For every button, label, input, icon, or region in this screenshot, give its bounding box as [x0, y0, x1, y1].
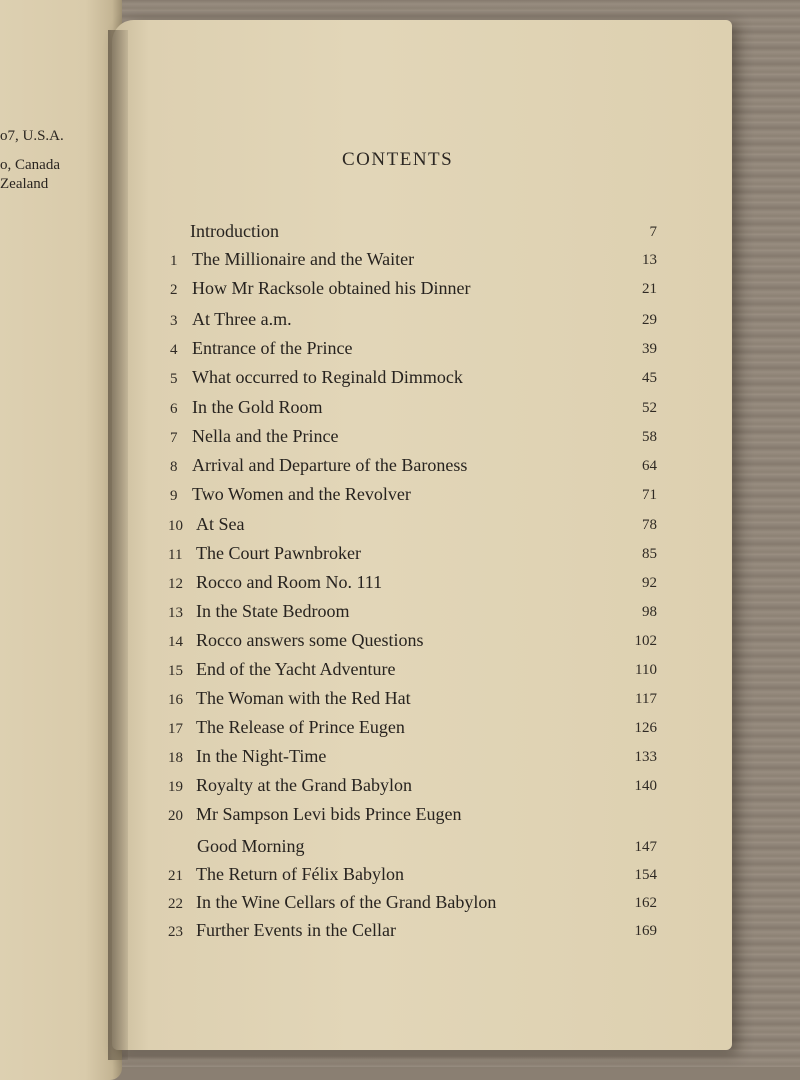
toc-entry [0, 804, 800, 830]
toc-entry-title: The Court Pawnbroker [196, 543, 361, 563]
toc-entry-number: 1 [170, 253, 178, 269]
toc-entry-page: 110 [635, 662, 657, 678]
toc-entry-page: 154 [634, 867, 657, 883]
toc-entry-page: 98 [642, 604, 657, 620]
toc-entry-title: The Millionaire and the Waiter [192, 249, 415, 269]
toc-entry-page: 39 [642, 341, 657, 357]
toc-entry-number: 13 [168, 605, 183, 621]
toc-entry-page: 147 [634, 839, 657, 855]
toc-entry-page: 58 [642, 429, 657, 445]
toc-entry-title: Introduction [190, 221, 279, 241]
toc-entry-title: What occurred to Reginald Dimmock [192, 367, 463, 387]
toc-entry-title: Further Events in the Cellar [196, 920, 396, 940]
toc-entry-page: 126 [634, 720, 657, 736]
toc-entry-title: End of the Yacht Adventure [196, 659, 396, 679]
toc-entry-title: Rocco answers some Questions [196, 630, 424, 650]
toc-entry-number: 10 [168, 518, 183, 534]
toc-entry-page: 29 [642, 312, 657, 328]
toc-entry-title: Mr Sampson Levi bids Prince Eugen [196, 804, 462, 824]
toc-entry-page: 21 [642, 281, 657, 297]
toc-entry [0, 426, 800, 452]
toc-entry-title: In the Gold Room [192, 397, 323, 417]
toc-entry [0, 775, 800, 801]
toc-entry [0, 572, 800, 598]
toc-entry [0, 221, 800, 247]
toc-entry-page: 102 [634, 633, 657, 649]
left-page-fragment-3: Zealand [0, 176, 49, 192]
toc-entry [0, 455, 800, 481]
toc-entry-number: 2 [170, 282, 178, 298]
toc-entry-number: 5 [170, 371, 178, 387]
toc-entry-number: 19 [168, 779, 183, 795]
toc-entry-title: Royalty at the Grand Babylon [196, 775, 412, 795]
toc-entry [0, 836, 800, 862]
toc-entry-page: 71 [642, 487, 657, 503]
toc-entry [0, 278, 800, 304]
toc-entry [0, 309, 800, 335]
toc-entry [0, 543, 800, 569]
toc-entry-number: 9 [170, 488, 178, 504]
toc-entry-number: 14 [168, 634, 183, 650]
toc-entry [0, 630, 800, 656]
toc-entry-page: 7 [649, 224, 657, 240]
toc-entry-number: 18 [168, 750, 183, 766]
toc-entry [0, 601, 800, 627]
toc-entry-number: 4 [170, 342, 178, 358]
toc-entry [0, 746, 800, 772]
toc-entry-title: Rocco and Room No. 111 [196, 572, 383, 592]
toc-entry-page: 133 [634, 749, 657, 765]
toc-entry-title: Two Women and the Revolver [192, 484, 411, 504]
toc-entry-number: 3 [170, 313, 178, 329]
toc-entry-number: 15 [168, 663, 183, 679]
toc-entry-number: 20 [168, 808, 183, 824]
toc-entry-title: At Three a.m. [192, 309, 292, 329]
toc-entry-title: At Sea [196, 514, 245, 534]
page-title: CONTENTS [342, 149, 454, 170]
toc-entry [0, 892, 800, 918]
toc-entry-title: How Mr Racksole obtained his Dinner [192, 278, 471, 298]
toc-entry-title: The Return of Félix Babylon [196, 864, 404, 884]
toc-entry-page: 140 [634, 778, 657, 794]
toc-entry [0, 338, 800, 364]
toc-entry-number: 21 [168, 868, 183, 884]
toc-entry-title: In the Night-Time [196, 746, 327, 766]
toc-entry [0, 659, 800, 685]
toc-entry [0, 249, 800, 275]
toc-entry-title: In the Wine Cellars of the Grand Babylon [196, 892, 497, 912]
toc-entry-title: In the State Bedroom [196, 601, 350, 621]
toc-entry-number: 23 [168, 924, 183, 940]
toc-entry-page: 78 [642, 517, 657, 533]
toc-entry-number: 7 [170, 430, 178, 446]
toc-entry [0, 367, 800, 393]
toc-entry-title: Good Morning [197, 836, 305, 856]
toc-entry-page: 169 [634, 923, 657, 939]
toc-entry-page: 117 [635, 691, 657, 707]
left-page-fragment-2: o, Canada [0, 157, 60, 173]
toc-entry-page: 162 [634, 895, 657, 911]
toc-entry [0, 484, 800, 510]
toc-entry [0, 864, 800, 890]
toc-entry [0, 688, 800, 714]
toc-entry-title: Nella and the Prince [192, 426, 339, 446]
toc-entry-title: The Woman with the Red Hat [196, 688, 411, 708]
toc-entry-page: 13 [642, 252, 657, 268]
toc-entry-number: 17 [168, 721, 183, 737]
toc-entry-number: 11 [168, 547, 183, 563]
toc-entry-page: 45 [642, 370, 657, 386]
toc-entry [0, 717, 800, 743]
toc-entry-number: 8 [170, 459, 178, 475]
toc-entry-title: The Release of Prince Eugen [196, 717, 405, 737]
toc-entry [0, 397, 800, 423]
toc-entry-number: 22 [168, 896, 183, 912]
toc-entry-title: Arrival and Departure of the Baroness [192, 455, 468, 475]
toc-entry-page: 92 [642, 575, 657, 591]
toc-entry [0, 920, 800, 946]
toc-entry-title: Entrance of the Prince [192, 338, 353, 358]
toc-entry-page: 52 [642, 400, 657, 416]
toc-entry-page: 85 [642, 546, 657, 562]
left-page-fragment-1: o7, U.S.A. [0, 128, 64, 144]
toc-entry-number: 12 [168, 576, 183, 592]
toc-entry [0, 514, 800, 540]
toc-entry-number: 6 [170, 401, 178, 417]
toc-entry-page: 64 [642, 458, 657, 474]
toc-entry-number: 16 [168, 692, 183, 708]
